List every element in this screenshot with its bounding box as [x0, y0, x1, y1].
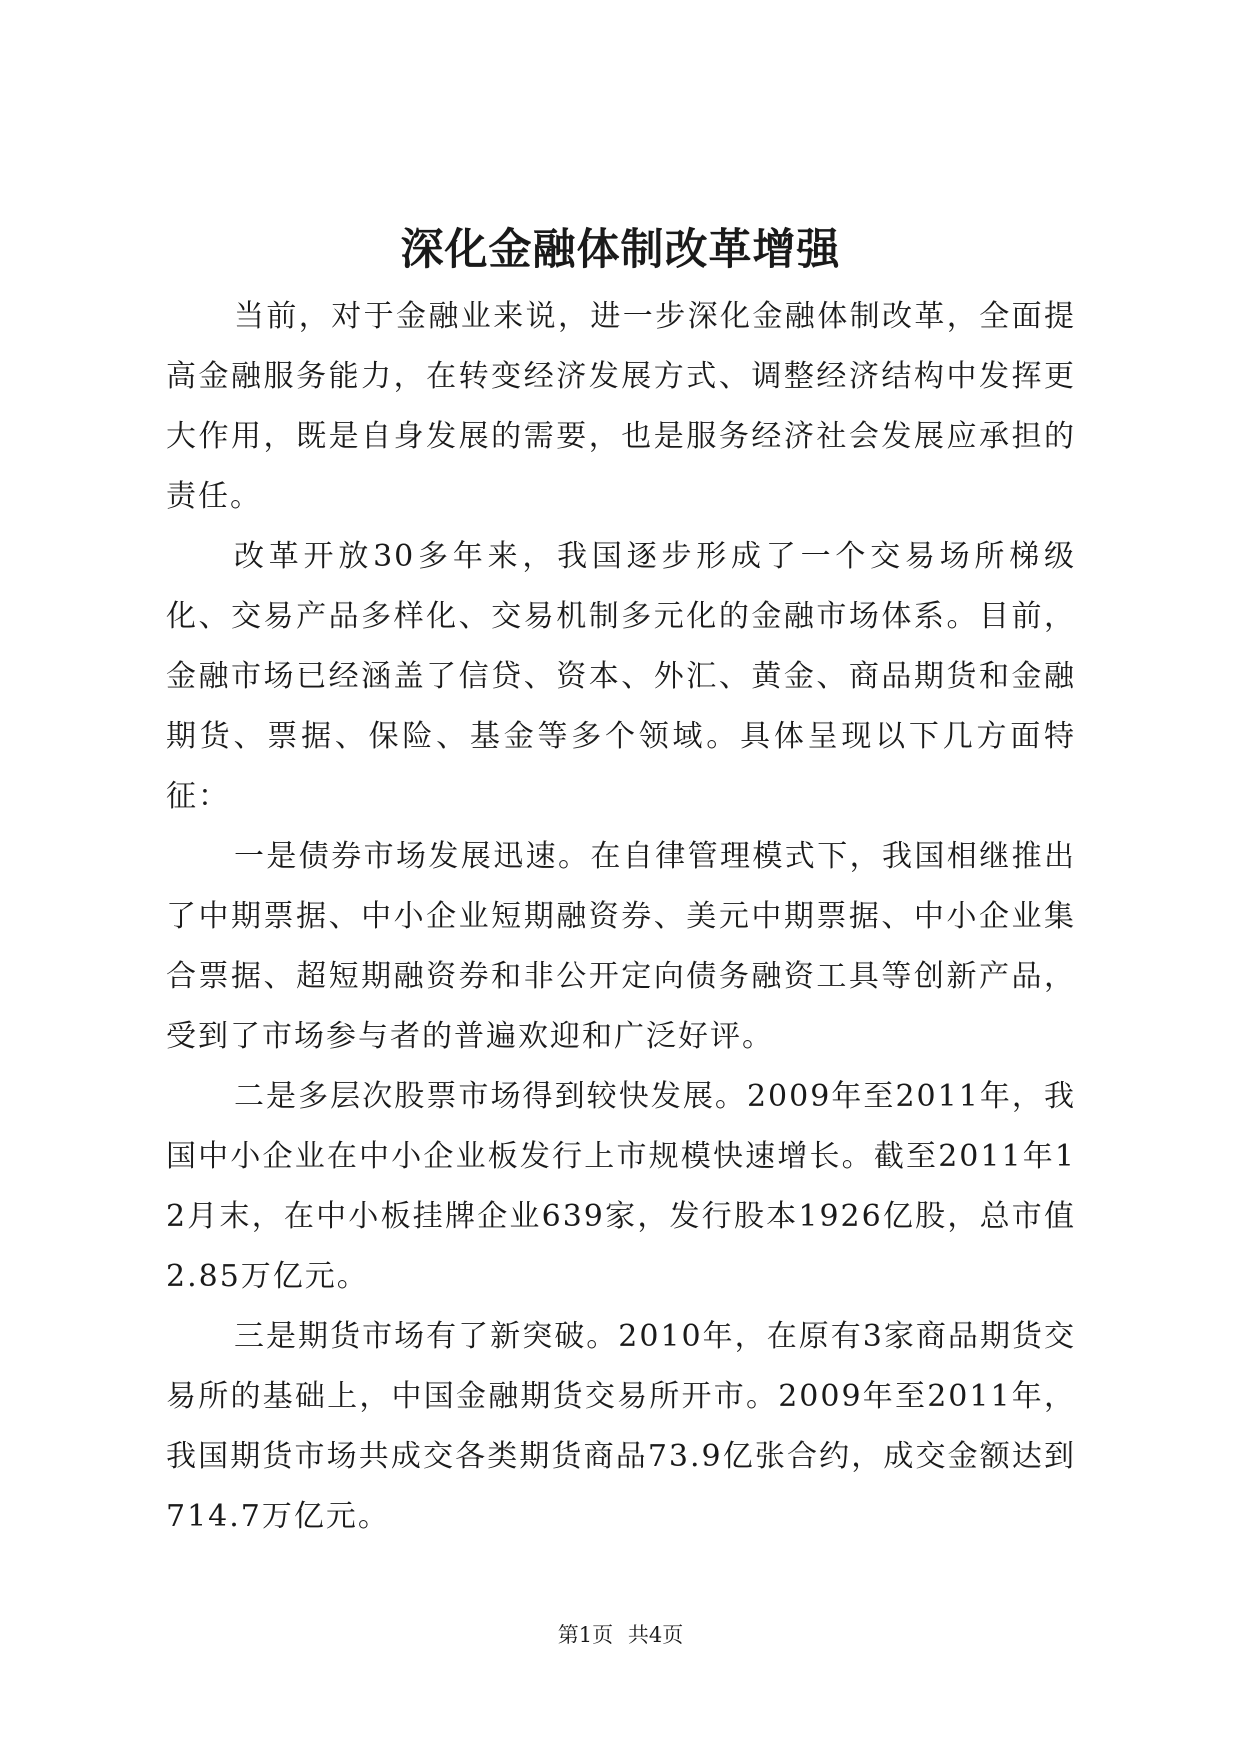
page-number: 第1页: [557, 1623, 614, 1647]
paragraph-bond-market: 一是债券市场发展迅速。在自律管理模式下，我国相继推出了中期票据、中小企业短期融资券、美元中期票据、中小企业集合票据、超短期融资券和非公开定向债务融资工具等创新产品，受到了市场参与者的普遍欢迎和广泛好评。: [166, 839, 1076, 1054]
document-title: 深化金融体制改革增强: [400, 225, 841, 275]
document-body: [166, 287, 1076, 1547]
paragraph-market-system: 改革开放30多年来，我国逐步形成了一个交易场所梯级化、交易产品多样化、交易机制多元化的金融市场体系。目前，金融市场已经涵盖了信贷、资本、外汇、黄金、商品期货和金融期货、票据、保险、基金等多个领域。具体呈现以下几方面特征：: [166, 539, 1076, 814]
paragraph-intro: 当前，对于金融业来说，进一步深化金融体制改革，全面提高金融服务能力，在转变经济发展方式、调整经济结构中发挥更大作用，既是自身发展的需要，也是服务经济社会发展应承担的责任。: [166, 299, 1076, 514]
page-footer: [0, 1620, 1241, 1650]
page-total: 共4页: [627, 1623, 684, 1647]
paragraph-futures-market: 三是期货市场有了新突破。2010年，在原有3家商品期货交易所的基础上，中国金融期货交易所开市。2009年至2011年，我国期货市场共成交各类期货商品73.9亿张合约，成交金额达到714.7万亿元。: [166, 1319, 1076, 1534]
paragraph-stock-market: 二是多层次股票市场得到较快发展。2009年至2011年，我国中小企业在中小企业板发行上市规模快速增长。截至2011年12月末，在中小板挂牌企业639家，发行股本1926亿股，总市值2.85万亿元。: [166, 1079, 1076, 1294]
